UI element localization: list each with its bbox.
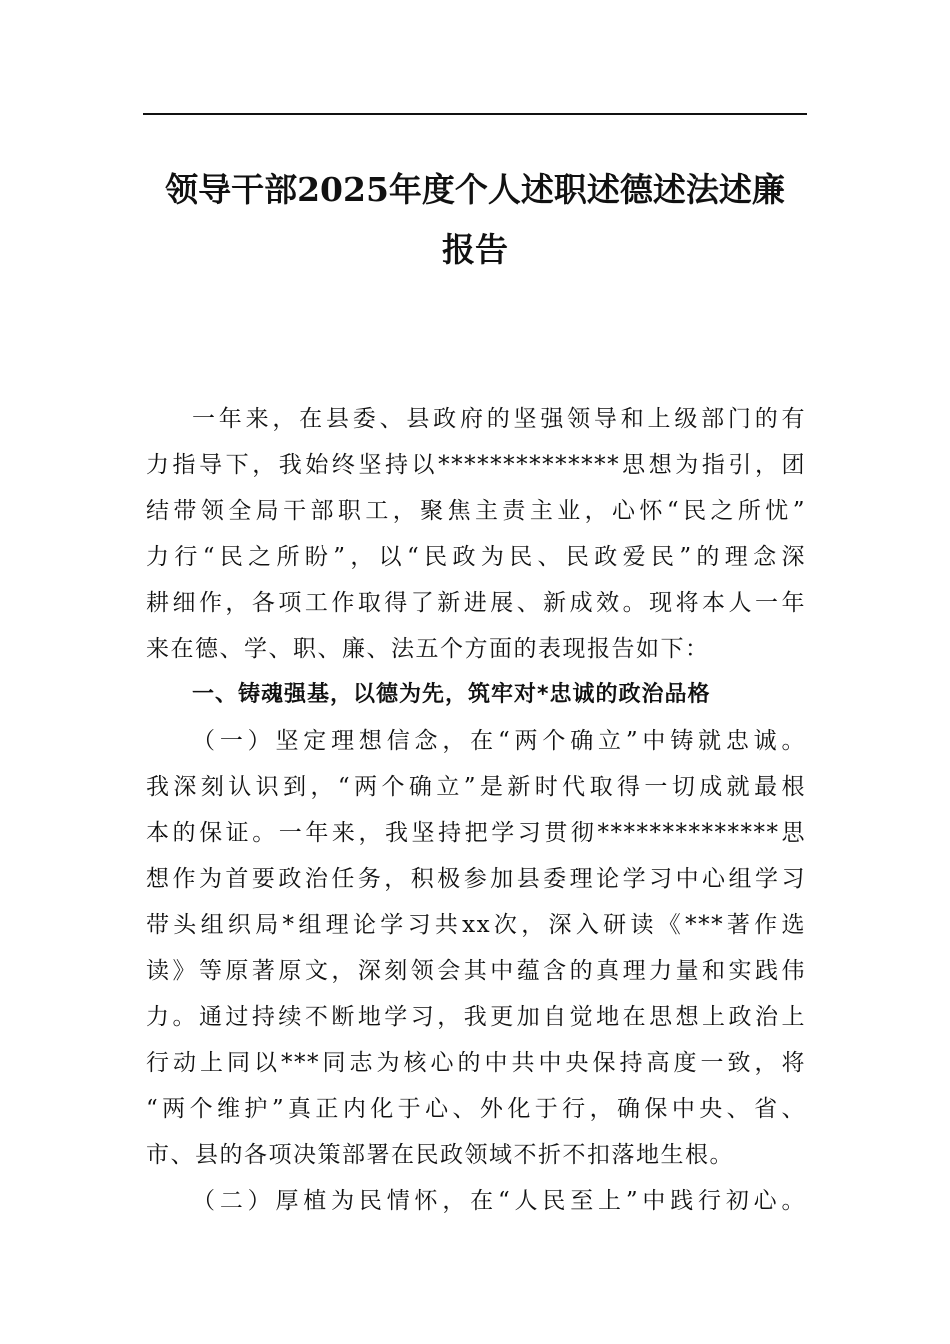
body-line: 力。通过持续不断地学习，我更加自觉地在思想上政治上 [146, 1004, 806, 1030]
body-line: 市、县的各项决策部署在民政领域不折不扣落地生根。 [146, 1142, 734, 1168]
body-line: 本的保证。一年来，我坚持把学习贯彻**************思 [146, 820, 806, 846]
body-line: 耕细作，各项工作取得了新进展、新成效。现将本人一年 [146, 590, 806, 616]
body-line: 一年来，在县委、县政府的坚强领导和上级部门的有 [192, 406, 806, 432]
body-line: 想作为首要政治任务，积极参加县委理论学习中心组学习 [146, 866, 806, 892]
body-line: 力行“民之所盼”，以“民政为民、民政爱民”的理念深 [146, 544, 806, 570]
title-line-2: 报告 [442, 230, 508, 269]
document-body [146, 396, 806, 1224]
title-line-1: 领导干部2025年度个人述职述德述法述廉 [165, 170, 785, 209]
body-line: 行动上同以***同志为核心的中共中央保持高度一致，将 [146, 1050, 806, 1076]
body-line: 来在德、学、职、廉、法五个方面的表现报告如下： [146, 636, 710, 662]
body-line: 力指导下，我始终坚持以**************思想为指引，团 [146, 452, 806, 478]
subsection-heading: （一）坚定理想信念，在“两个确立”中铸就忠诚。 [192, 728, 806, 754]
body-line: 带头组织局*组理论学习共xx次，深入研读《***著作选 [146, 912, 806, 938]
body-line: 结带领全局干部职工，聚焦主责主业，心怀“民之所忧” [146, 498, 806, 524]
body-line: “两个维护”真正内化于心、外化于行，确保中央、省、 [146, 1096, 806, 1122]
document-title [130, 160, 820, 280]
section-heading: 一、铸魂强基，以德为先，筑牢对*忠诚的政治品格 [192, 682, 711, 707]
header-rule [143, 113, 807, 115]
subsection-heading: （二）厚植为民情怀，在“人民至上”中践行初心。 [192, 1188, 806, 1214]
body-line: 读》等原著原文，深刻领会其中蕴含的真理力量和实践伟 [146, 958, 806, 984]
body-line: 我深刻认识到，“两个确立”是新时代取得一切成就最根 [146, 774, 806, 800]
